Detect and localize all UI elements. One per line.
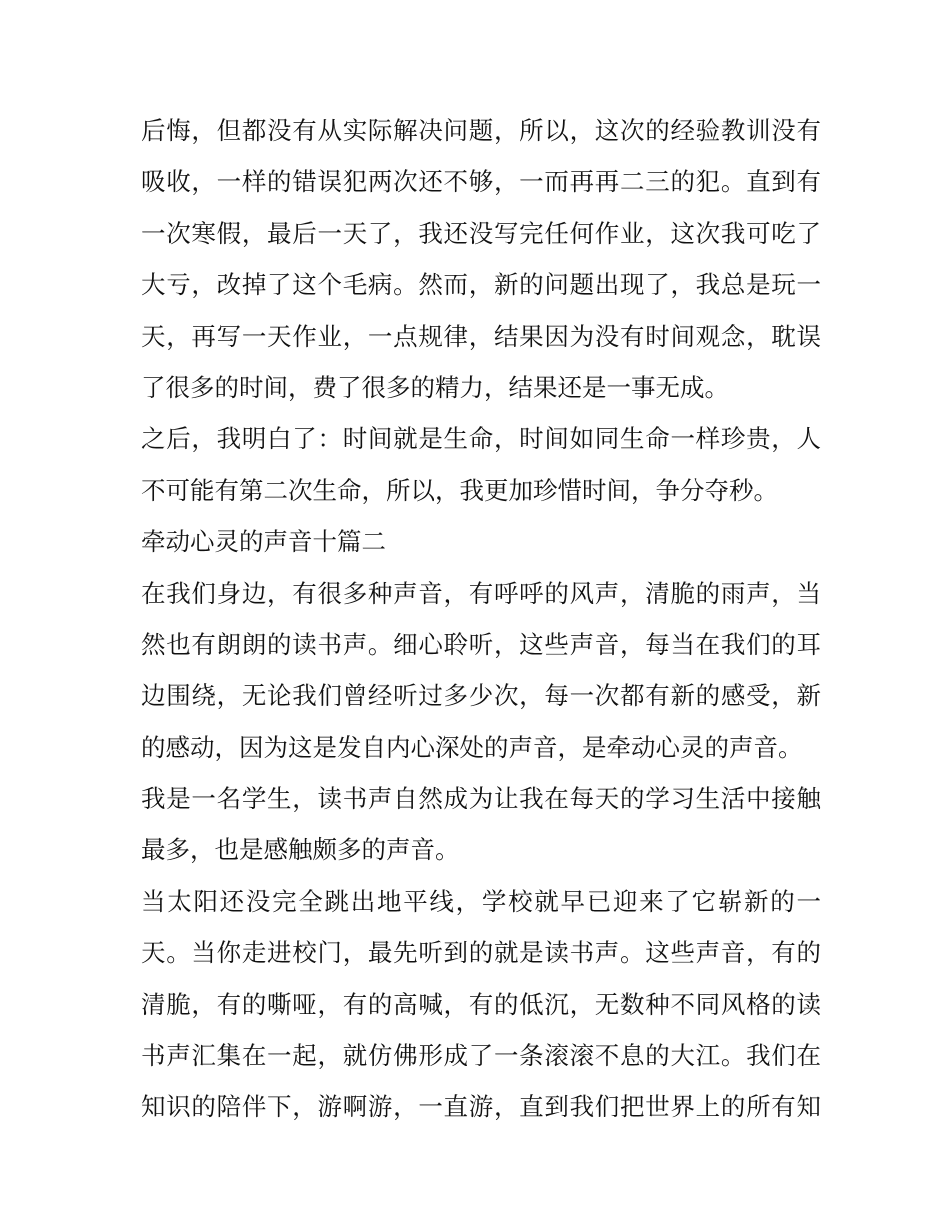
text-line: 我是一名学生，读书声自然成为让我在每天的学习生活中接触 (141, 784, 821, 814)
text-line: 后悔，但都没有从实际解决问题，所以，这次的经验教训没有 (141, 116, 821, 145)
text-line: 了很多的时间，费了很多的精力，结果还是一事无成。 (141, 372, 729, 402)
text-line: 不可能有第二次生命，所以，我更加珍惜时间，争分夺秒。 (141, 475, 778, 505)
text-line: 边围绕，无论我们曾经听过多少次，每一次都有新的感受，新 (141, 681, 821, 711)
text-line: 天，再写一天作业，一点规律，结果因为没有时间观念，耽误 (141, 321, 821, 351)
document-body (141, 107, 821, 1135)
text-line: 知识的陪伴下，游啊游，一直游，直到我们把世界上的所有知 (141, 1092, 821, 1122)
text-line: 在我们身边，有很多种声音，有呼呼的风声，清脆的雨声，当 (141, 578, 821, 608)
text-line: 书声汇集在一起，就仿佛形成了一条滚滚不息的大江。我们在 (141, 1041, 821, 1071)
text-line: 当太阳还没完全跳出地平线，学校就早已迎来了它崭新的一 (141, 886, 821, 916)
text-line: 天。当你走进校门，最先听到的就是读书声。这些声音，有的 (141, 938, 821, 968)
section-heading: 牵动心灵的声音十篇二 (141, 527, 386, 557)
text-line: 一次寒假，最后一天了，我还没写完任何作业，这次我可吃了 (141, 218, 821, 248)
text-line: 最多，也是感触颇多的声音。 (141, 835, 460, 865)
text-line: 清脆，有的嘶哑，有的高喊，有的低沉，无数种不同风格的读 (141, 989, 821, 1019)
text-line: 的感动，因为这是发自内心深处的声音，是牵动心灵的声音。 (141, 732, 803, 762)
text-line: 之后，我明白了：时间就是生命，时间如同生命一样珍贵，人 (141, 424, 821, 454)
text-line: 吸收，一样的错误犯两次还不够，一而再再二三的犯。直到有 (141, 167, 821, 197)
text-line: 然也有朗朗的读书声。细心聆听，这些声音，每当在我们的耳 (141, 629, 821, 659)
text-line: 大亏，改掉了这个毛病。然而，新的问题出现了，我总是玩一 (141, 270, 821, 300)
